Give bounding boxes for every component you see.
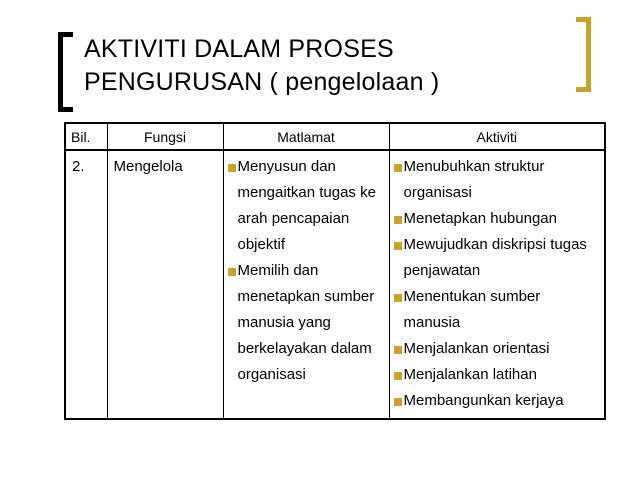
list-item-text: Menyusun dan mengaitkan tugas ke arah pencapaian objektif xyxy=(237,158,376,253)
slide-title xyxy=(84,33,554,99)
list-item xyxy=(394,388,601,414)
list-item xyxy=(394,232,601,284)
list-item-text: Mewujudkan diskripsi tugas penjawatan xyxy=(403,236,587,279)
header-fungsi: Fungsi xyxy=(107,123,223,150)
square-bullet-icon xyxy=(394,164,402,172)
square-bullet-icon xyxy=(394,216,402,224)
list-item-text: Membangunkan kerjaya xyxy=(403,392,564,409)
square-bullet-icon xyxy=(394,294,402,302)
list-item xyxy=(228,154,385,258)
list-item xyxy=(394,362,601,388)
list-item-text: Menetapkan hubungan xyxy=(403,210,557,227)
aktiviti-list xyxy=(394,154,601,414)
matlamat-list xyxy=(228,154,385,388)
cell-matlamat xyxy=(223,150,389,419)
table-row xyxy=(65,150,605,419)
list-item xyxy=(228,258,385,388)
list-item xyxy=(394,206,601,232)
header-bil: Bil. xyxy=(65,123,107,150)
cell-aktiviti xyxy=(389,150,605,419)
header-aktiviti: Aktiviti xyxy=(389,123,605,150)
title-bracket-right xyxy=(576,17,591,92)
cell-fungsi: Mengelola xyxy=(107,150,223,419)
square-bullet-icon xyxy=(228,268,236,276)
list-item-text: Menubuhkan struktur organisasi xyxy=(403,158,545,201)
list-item-text: Menjalankan latihan xyxy=(403,366,537,383)
square-bullet-icon xyxy=(394,398,402,406)
list-item-text: Menjalankan orientasi xyxy=(403,340,550,357)
title-line-1: AKTIVITI DALAM PROSES xyxy=(84,35,394,63)
list-item-text: Menentukan sumber manusia xyxy=(403,288,541,331)
cell-bil: 2. xyxy=(65,150,107,419)
list-item xyxy=(394,284,601,336)
list-item xyxy=(394,154,601,206)
list-item xyxy=(394,336,601,362)
title-bracket-left xyxy=(58,32,73,112)
list-item-text: Memilih dan menetapkan sumber manusia yang berkelayakan dalam organisasi xyxy=(237,262,375,383)
header-matlamat: Matlamat xyxy=(223,123,389,150)
square-bullet-icon xyxy=(394,242,402,250)
square-bullet-icon xyxy=(228,164,236,172)
activity-table xyxy=(64,122,606,420)
square-bullet-icon xyxy=(394,346,402,354)
table-header-row xyxy=(65,123,605,150)
title-line-2: PENGURUSAN ( pengelolaan ) xyxy=(84,68,440,96)
square-bullet-icon xyxy=(394,372,402,380)
